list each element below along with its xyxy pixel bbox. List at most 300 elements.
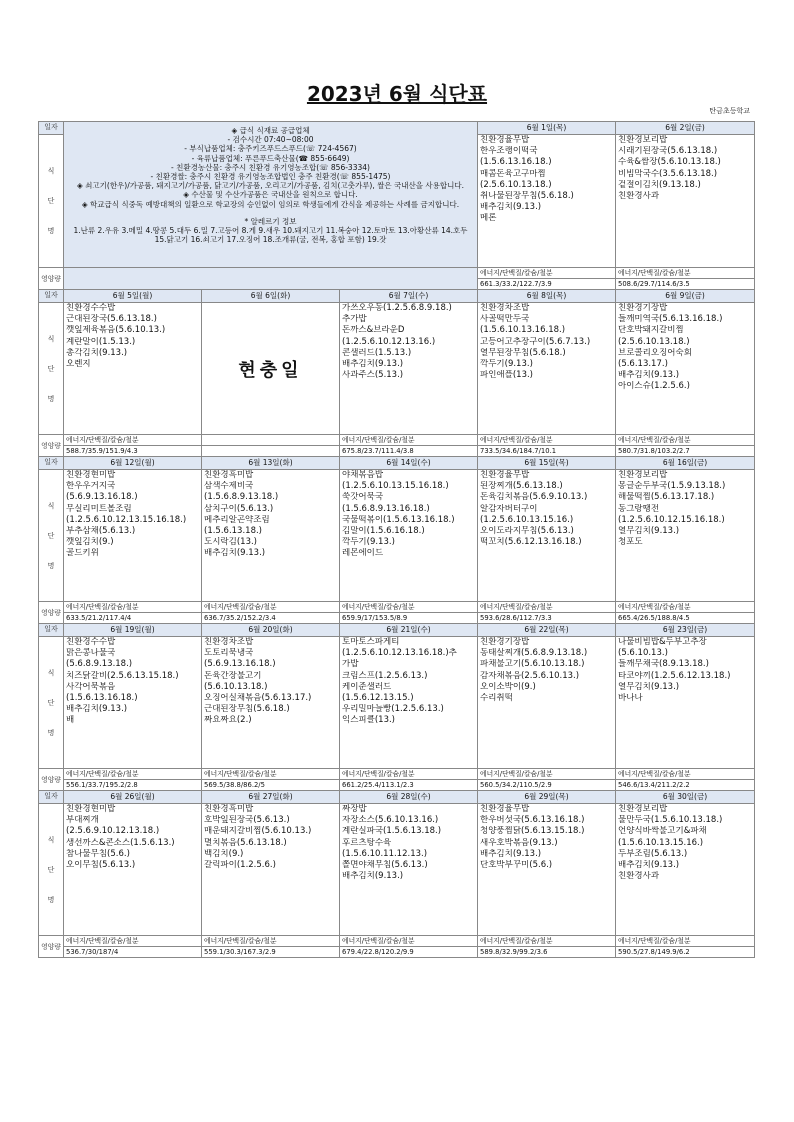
nutrition-side-label: 영양량: [39, 602, 64, 624]
side-char: 식: [47, 668, 55, 677]
side-label: [39, 135, 64, 268]
side-char: 식: [47, 167, 55, 175]
menu-item: 배: [66, 715, 75, 726]
menu-item: 배추김치(9.13.): [66, 704, 128, 715]
day-menu: [478, 804, 616, 936]
day-menu: [616, 303, 755, 435]
side-char: 단: [47, 364, 55, 373]
menu-item: 고등어고추장구이(5.6.7.13.): [480, 336, 591, 347]
menu-item: (2.5.6.9.10.12.13.18.): [66, 826, 160, 837]
nutrition-label-row: [39, 268, 755, 279]
nutrition-label-row: [39, 435, 755, 446]
menu-item: 근대된장무침(5.6.18.): [204, 704, 290, 715]
menu-item: 한우버섯국(5.6.13.16.18.): [480, 815, 585, 826]
menu-item: 수육&쌈장(5.6.10.13.18.): [618, 157, 721, 168]
menu-item: 배추김치(9.13.): [342, 871, 404, 882]
nutrition-header: 에너지/단백질/칼슘/철분: [616, 769, 755, 780]
menu-item: (5.6.13.17.): [618, 359, 668, 370]
side-char: 식: [47, 334, 55, 343]
menu-item: (5.6.9.13.16.18.): [66, 492, 138, 503]
info-line: - 검수시간 07:40~08:00: [227, 135, 314, 145]
menu-item: 파인애플(13.): [480, 370, 533, 381]
menu-item: 메론: [480, 213, 497, 224]
menu-item: 새우호박볶음(9.13.): [480, 837, 558, 848]
menu-item: 청포도: [618, 537, 643, 548]
nutrition-value: 556.1/33.7/195.2/2.8: [64, 780, 202, 791]
menu-item: (1.2.5.6.10.12.13.16.18.)추: [342, 648, 457, 659]
menu-item: 친환경흑미밥: [204, 470, 254, 480]
menu-item: 열무김치(9.13.): [618, 526, 680, 537]
day-menu: [64, 637, 202, 769]
side-char: 단: [47, 865, 55, 874]
menu-item: (5.6.9.13.16.18.): [204, 659, 276, 670]
nutrition-side-label: 영양량: [39, 769, 64, 791]
menu-item: 계란말이(1.5.13.): [66, 336, 136, 347]
menu-item: 친환경기장밥: [480, 637, 530, 647]
day-menu: [202, 804, 340, 936]
menu-item: 두부조림(5.6.13.): [618, 848, 688, 859]
day-date: 6월 22일(목): [478, 624, 616, 637]
side-char: 단: [47, 531, 55, 540]
menu-row: [39, 303, 755, 435]
nutrition-value: 569.5/38.8/86.2/5: [202, 780, 340, 791]
menu-row: [39, 637, 755, 769]
menu-item: 사각어묵볶음: [66, 681, 116, 692]
page-title: 2023년 6월 식단표: [306, 82, 488, 106]
nutrition-header: 에너지/단백질/칼슘/철분: [478, 936, 616, 947]
nutrition-value-row: [39, 947, 755, 958]
day-date: 6월 14일(수): [340, 457, 478, 470]
menu-item: 동그랑땡전: [618, 503, 660, 514]
nutrition-header: 에너지/단백질/칼슘/철분: [202, 769, 340, 780]
menu-item: 바나나: [618, 693, 643, 704]
info-line: - 친환경농산물: 충주시 친환경 유기영농조합(☏ 856-3334): [171, 162, 370, 172]
menu-item: 나물비빔밥&두부고추장: [618, 637, 707, 647]
day-menu: [64, 804, 202, 936]
menu-item: 후르츠탕수육: [342, 837, 392, 848]
info-line: - 부식납품업체: 충주키즈푸드스푸드(☏ 724-4567): [184, 144, 357, 154]
nutrition-value: [202, 446, 340, 457]
menu-item: 친환경현미밥: [66, 470, 116, 480]
nutrition-header: 에너지/단백질/칼슘/철분: [478, 268, 616, 279]
nutrition-label-row: [39, 936, 755, 947]
menu-item: (5.6.10.13.): [618, 648, 668, 659]
side-char: 명: [47, 561, 55, 570]
menu-item: 친환경현미밥: [66, 804, 116, 814]
menu-item: 배추김치(9.13.): [480, 202, 542, 213]
day-menu: [616, 135, 755, 268]
side-char: 명: [47, 227, 55, 235]
menu-item: 삼치구이(5.6.13.): [204, 503, 274, 514]
allergy-text: 1.난류 2.우유 3.메밀 4.땅콩 5.대두 6.밀 7.고등어 8.게 9.새우 10.돼지고기 11.복숭아 12.토마토 13.아황산류 14.호두 15.닭고기 16.쇠고기 17.오징어 18.조개류(굴, 전복, 홍합 포함) 19.잣: [73, 226, 468, 245]
menu-item: (1.5.6.13.16.18.): [480, 157, 552, 168]
side-label: [39, 637, 64, 769]
day-menu: [64, 470, 202, 602]
menu-item: (1.5.6.10.13.15.16.): [618, 837, 704, 848]
menu-item: 오이소박이(9.): [480, 681, 536, 692]
menu-row: [39, 470, 755, 602]
menu-item: 친환경차조밥: [480, 303, 530, 313]
menu-item: 배추김치(9.13.): [204, 548, 266, 559]
menu-item: (1.5.6.8.9.13.18.): [204, 492, 279, 503]
menu-item: 사과주스(5.13.): [342, 370, 404, 381]
nutrition-header: 에너지/단백질/칼슘/철분: [64, 936, 202, 947]
day-menu: [340, 303, 478, 435]
menu-item: 돈육김치볶음(5.6.9.10.13.): [480, 492, 588, 503]
nutrition-header: 에너지/단백질/칼슘/철분: [340, 769, 478, 780]
menu-item: 수리취떡: [480, 693, 513, 704]
menu-item: (2.5.6.10.13.18.): [618, 336, 690, 347]
day-date: 6월 29일(목): [478, 791, 616, 804]
menu-item: 타코야끼(1.2.5.6.12.13.18.): [618, 670, 731, 681]
menu-item: 친환경사과: [618, 191, 660, 202]
menu-item: 한우조랭이떡국: [480, 146, 538, 157]
menu-item: 부대찌개: [66, 815, 99, 826]
nutrition-value: 661.2/25.4/113.1/2.3: [340, 780, 478, 791]
nutrition-header: 에너지/단백질/칼슘/철분: [64, 435, 202, 446]
day-menu: [478, 470, 616, 602]
menu-item: 크림스프(1.2.5.6.13.): [342, 670, 428, 681]
info-line: - 친환경쌀: 충주시 친환경 유기영농조합법인 충주 친환경(☏ 855-1475): [150, 172, 391, 182]
menu-item: 취나물된장무침(5.6.18.): [480, 191, 574, 202]
day-header-label: 일자: [39, 122, 64, 135]
side-char: 명: [47, 895, 55, 904]
menu-item: (1.5.6.13.18.): [204, 526, 262, 537]
info-panel-tail: [64, 268, 478, 290]
menu-item: 오렌지: [66, 359, 91, 370]
menu-item: (2.5.6.10.13.18.): [480, 179, 552, 190]
nutrition-value: 675.8/23.7/111.4/3.8: [340, 446, 478, 457]
menu-item: 멸치볶음(5.6.13.18.): [204, 837, 287, 848]
menu-item: 케이준샐러드: [342, 681, 392, 692]
nutrition-value: 593.6/28.6/112.7/3.3: [478, 613, 616, 624]
nutrition-label-row: [39, 769, 755, 780]
menu-item: 파채불고기(5.6.10.13.18.): [480, 659, 585, 670]
menu-item: 우리밀마늘빵(1.2.5.6.13.): [342, 704, 444, 715]
nutrition-header: 에너지/단백질/칼슘/철분: [340, 602, 478, 613]
menu-item: (1.5.6.13.16.18.): [66, 693, 138, 704]
day-date: 6월 30일(금): [616, 791, 755, 804]
nutrition-value: 589.8/32.9/99.2/3.6: [478, 947, 616, 958]
menu-item: (5.6.10.13.18.): [204, 681, 268, 692]
menu-item: (1.5.6.10.13.16.18.): [480, 325, 566, 336]
menu-item: 깻잎제육볶음(5.6.10.13.): [66, 325, 166, 336]
menu-item: 골드키위: [66, 548, 99, 559]
day-header-label: 일자: [39, 290, 64, 303]
menu-item: 친환경흑미밥: [204, 804, 254, 814]
menu-item: 계란실파국(1.5.6.13.18.): [342, 826, 442, 837]
menu-item: 청양풍찜닭(5.6.13.15.18.): [480, 826, 585, 837]
menu-item: 호박잎된장국(5.6.13.): [204, 815, 290, 826]
day-date: 6월 20일(화): [202, 624, 340, 637]
week-header-row: [39, 290, 755, 303]
menu-item: 비빔막국수(3.5.6.13.18.): [618, 168, 718, 179]
day-date: 6월 1일(목): [478, 122, 616, 135]
menu-item: 생선까스&콘소스(1.5.6.13.): [66, 837, 175, 848]
menu-item: 근대된장국(5.6.13.18.): [66, 314, 157, 325]
nutrition-value-row: [39, 613, 755, 624]
menu-item: 배추김치(9.13.): [618, 370, 680, 381]
menu-item: 아이스슈(1.2.5.6.): [618, 381, 690, 392]
menu-item: (1.2.5.6.10.12.13.16.): [342, 336, 436, 347]
nutrition-header: 에너지/단백질/칼슘/철분: [64, 602, 202, 613]
menu-item: 친환경사과: [618, 871, 660, 882]
menu-item: (1.5.6.10.11.12.13.): [342, 848, 428, 859]
meal-table: [38, 121, 755, 958]
side-char: 단: [47, 698, 55, 707]
menu-item: 자장소스(5.6.10.13.16.): [342, 815, 439, 826]
day-date: 6월 23일(금): [616, 624, 755, 637]
day-date: 6월 9일(금): [616, 290, 755, 303]
week-header-row: [39, 791, 755, 804]
menu-item: 야채볶음밥: [342, 470, 384, 480]
day-menu: [340, 637, 478, 769]
nutrition-value: 659.9/17/153.5/8.9: [340, 613, 478, 624]
menu-item: 들깨미역국(5.6.13.16.18.): [618, 314, 723, 325]
menu-item: 추가밥: [342, 314, 367, 325]
menu-item: 알감자버터구이: [480, 503, 538, 514]
menu-item: (1.2.5.6.10.13.15.16.18.): [342, 481, 449, 492]
menu-item: 깍두기(9.13.): [480, 359, 533, 370]
day-date: 6월 2일(금): [616, 122, 755, 135]
week-header-row: [39, 457, 755, 470]
menu-item: 깻잎김치(9.): [66, 537, 114, 548]
nutrition-value: 633.5/21.2/117.4/4: [64, 613, 202, 624]
day-date: 6월 16일(금): [616, 457, 755, 470]
info-panel: [64, 122, 478, 268]
nutrition-value: 559.1/30.3/167.3/2.9: [202, 947, 340, 958]
menu-item: 콘샐러드(1.5.13.): [342, 347, 412, 358]
menu-item: 친환경수수밥: [66, 637, 116, 647]
nutrition-value: 508.6/29.7/114.6/3.5: [616, 279, 755, 290]
menu-item: 무실리미트볼조림: [66, 503, 132, 514]
nutrition-header: 에너지/단백질/칼슘/철분: [202, 602, 340, 613]
week-header-row: [39, 624, 755, 637]
menu-item: (5.6.8.9.13.18.): [66, 659, 133, 670]
menu-item: 오이무침(5.6.13.): [66, 860, 136, 871]
menu-item: 단호박돼지갈비찜: [618, 325, 684, 336]
menu-item: 친환경기장밥: [618, 303, 668, 313]
day-menu: [478, 637, 616, 769]
menu-item: (1.5.6.12.13.15.): [342, 693, 414, 704]
menu-item: 오징어실채볶음(5.6.13.17.): [204, 693, 312, 704]
menu-item: 사골떡만두국: [480, 314, 530, 325]
menu-item: (1.2.5.6.10.12.15.16.18.): [618, 514, 725, 525]
menu-item: 도시락김(13.): [204, 537, 257, 548]
menu-item: 감자채볶음(2.5.6.10.13.): [480, 670, 580, 681]
nutrition-side-label: 영양량: [39, 268, 64, 290]
nutrition-header: 에너지/단백질/칼슘/철분: [478, 769, 616, 780]
nutrition-header: 에너지/단백질/칼슘/철분: [202, 936, 340, 947]
menu-item: 동태살찌개(5.6.8.9.13.18.): [480, 648, 588, 659]
day-menu: [478, 135, 616, 268]
menu-item: 배추김치(9.13.): [618, 860, 680, 871]
side-label: [39, 804, 64, 936]
nutrition-header: 에너지/단백질/칼슘/철분: [616, 936, 755, 947]
menu-item: 쑥갓어묵국: [342, 492, 384, 503]
day-date: 6월 12일(월): [64, 457, 202, 470]
menu-row: [39, 804, 755, 936]
menu-item: 돈육간장불고기: [204, 670, 262, 681]
nutrition-value: 679.4/22.8/120.2/9.9: [340, 947, 478, 958]
menu-item: 친환경수수밥: [66, 303, 116, 313]
menu-item: 떡꼬치(5.6.12.13.16.18.): [480, 537, 582, 548]
menu-item: 물만두국(1.5.6.10.13.18.): [618, 815, 723, 826]
day-date: 6월 6일(화): [202, 290, 340, 303]
nutrition-header: 에너지/단백질/칼슘/철분: [616, 602, 755, 613]
side-label: [39, 303, 64, 435]
nutrition-label-row: [39, 602, 755, 613]
side-label: [39, 470, 64, 602]
menu-item: 매콤돈육고구마찜: [480, 168, 546, 179]
menu-item: 치즈닭갈비(2.5.6.13.15.18.): [66, 670, 179, 681]
side-char: 명: [47, 394, 55, 403]
menu-item: 배추김치(9.13.): [480, 848, 542, 859]
menu-item: 가쓰오우동(1.2.5.6.8.9.18.): [342, 303, 452, 313]
menu-item: 레몬에이드: [342, 548, 384, 559]
allergy-title: * 알레르기 정보: [244, 216, 297, 226]
menu-item: 친환경율무밥: [480, 135, 530, 145]
menu-item: 친환경보리밥: [618, 470, 668, 480]
nutrition-side-label: 영양량: [39, 435, 64, 457]
menu-item: 한우우거지국: [66, 481, 116, 492]
menu-item: 갈릭파이(1.2.5.6.): [204, 860, 276, 871]
menu-item: 삼색수제비국: [204, 481, 254, 492]
menu-item: 백김치(9.): [204, 848, 244, 859]
info-line: ◈ 수산물 및 수산가공품은 국내산을 원칙으로 합니다.: [183, 190, 358, 200]
nutrition-header: 에너지/단백질/칼슘/철분: [616, 435, 755, 446]
menu-item: 짜요짜요(2.): [204, 715, 252, 726]
nutrition-value: 661.3/33.2/122.7/3.9: [478, 279, 616, 290]
side-char: 식: [47, 835, 55, 844]
menu-item: 들깨무채국(8.9.13.18.): [618, 659, 709, 670]
nutrition-value: 665.4/26.5/188.8/4.5: [616, 613, 755, 624]
menu-item: 참나물무침(5.6.): [66, 848, 130, 859]
menu-item: (1.2.5.6.10.12.13.15.16.18.): [66, 514, 187, 525]
day-date: 6월 8일(목): [478, 290, 616, 303]
menu-item: 단호박부꾸미(5.6.): [480, 860, 553, 871]
day-date: 6월 15일(목): [478, 457, 616, 470]
nutrition-header: 에너지/단백질/칼슘/철분: [340, 936, 478, 947]
menu-item: 몽글순두부국(1.5.9.13.18.): [618, 481, 726, 492]
school-name: 탄금초등학교: [709, 107, 750, 115]
menu-item: 배추김치(9.13.): [342, 359, 404, 370]
menu-item: 열무된장무침(5.6.18.): [480, 347, 566, 358]
day-date: 6월 28일(수): [340, 791, 478, 804]
info-line: ◈ 급식 식재료 공급업체: [231, 126, 310, 135]
menu-item: 시래기된장국(5.6.13.18.): [618, 146, 718, 157]
menu-item: 친환경율무밥: [480, 470, 530, 480]
day-menu: [478, 303, 616, 435]
nutrition-value: 636.7/35.2/152.2/3.4: [202, 613, 340, 624]
menu-item: 부추삼채(5.6.13.): [66, 526, 136, 537]
menu-item: 친환경보리밥: [618, 135, 668, 145]
menu-item: 토마토스파게티: [342, 637, 400, 647]
nutrition-value: 588.7/35.9/151.9/4.3: [64, 446, 202, 457]
nutrition-value: 590.5/27.8/149.9/6.2: [616, 947, 755, 958]
menu-item: 김말이(1.5.6.16.18.): [342, 526, 425, 537]
menu-item: 가밥: [342, 659, 359, 670]
day-header-label: 일자: [39, 624, 64, 637]
menu-item: 도토리묵냉국: [204, 648, 254, 659]
nutrition-header: 에너지/단백질/칼슘/철분: [616, 268, 755, 279]
menu-item: 국물떡볶이(1.5.6.13.16.18.): [342, 514, 455, 525]
nutrition-header: 에너지/단백질/칼슘/철분: [478, 602, 616, 613]
menu-item: 된장찌개(5.6.13.18.): [480, 481, 563, 492]
day-date: 6월 21일(수): [340, 624, 478, 637]
nutrition-value: 546.6/13.4/211.2/2.2: [616, 780, 755, 791]
day-date: 6월 19일(월): [64, 624, 202, 637]
day-menu: [340, 804, 478, 936]
side-char: 식: [47, 501, 55, 510]
menu-item: 친환경차조밥: [204, 637, 254, 647]
nutrition-side-label: 영양량: [39, 936, 64, 958]
day-menu: [616, 804, 755, 936]
day-date: 6월 26일(월): [64, 791, 202, 804]
menu-item: 열무김치(9.13.): [618, 681, 680, 692]
menu-item: 깍두기(9.13.): [342, 537, 395, 548]
nutrition-header: 에너지/단백질/칼슘/철분: [340, 435, 478, 446]
day-menu: [340, 470, 478, 602]
menu-item: 오이도라지무침(5.6.13.): [480, 526, 574, 537]
side-char: 명: [47, 728, 55, 737]
day-menu: [202, 637, 340, 769]
nutrition-value: 580.7/31.8/103.2/2.7: [616, 446, 755, 457]
nutrition-value: 536.7/30/187/4: [64, 947, 202, 958]
nutrition-value-row: [39, 446, 755, 457]
menu-item: 쫄면야채무침(5.6.13.): [342, 860, 428, 871]
day-header-label: 일자: [39, 457, 64, 470]
day-menu: [64, 303, 202, 435]
menu-item: 맑은콩나물국: [66, 648, 116, 659]
menu-item: 겉절이김치(9.13.18.): [618, 179, 701, 190]
day-date: 6월 27일(화): [202, 791, 340, 804]
menu-item: 매운돼지갈비찜(5.6.10.13.): [204, 826, 312, 837]
menu-item: 총각김치(9.13.): [66, 347, 128, 358]
nutrition-header: 에너지/단백질/칼슘/철분: [64, 769, 202, 780]
menu-item: 친환경율무밥: [480, 804, 530, 814]
day-header-label: 일자: [39, 791, 64, 804]
week-header-row: [39, 122, 755, 135]
menu-item: 돈까스&브라운D: [342, 325, 405, 336]
day-menu: [616, 637, 755, 769]
menu-item: 짜장밥: [342, 804, 367, 814]
nutrition-value-row: [39, 780, 755, 791]
nutrition-header: [202, 435, 340, 446]
menu-item: 언양식바싹불고기&파채: [618, 826, 707, 837]
menu-item: 익스피클(13.): [342, 715, 395, 726]
day-date: 6월 13일(화): [202, 457, 340, 470]
side-char: 단: [47, 197, 55, 205]
info-line: - 육류납품업체: 푸른푸드축산물(☎ 855-6649): [191, 153, 350, 163]
day-menu: [616, 470, 755, 602]
day-date: 6월 7일(수): [340, 290, 478, 303]
menu-item: 해물떡찜(5.6.13.17.18.): [618, 492, 715, 503]
menu-item: 메추리알곤약조림: [204, 514, 270, 525]
menu-item: 친환경보리밥: [618, 804, 668, 814]
nutrition-header: 에너지/단백질/칼슘/철분: [478, 435, 616, 446]
holiday-label: 현충일: [202, 303, 340, 435]
menu-item: (1.2.5.6.10.13.15.16.): [480, 514, 574, 525]
menu-item: 브로콜리오징어숙회: [618, 347, 692, 358]
nutrition-value: 733.5/34.6/184.7/10.1: [478, 446, 616, 457]
menu-item: (1.5.6.8.9.13.16.18.): [342, 503, 430, 514]
nutrition-value: 560.5/34.2/110.5/2.9: [478, 780, 616, 791]
day-date: 6월 5일(월): [64, 290, 202, 303]
info-line: ◈ 쇠고기(한우)/가공품, 돼지고기/가공품, 닭고기/가공품, 오리고기/가공품, 김치(고춧가루), 쌀은 국내산을 사용합니다.: [77, 181, 464, 191]
day-menu: [202, 470, 340, 602]
info-line: ◈ 학교급식 식중독 예방대책의 일환으로 학교장의 승인없이 임의로 학생들에게 간식을 제공하는 사례를 금지합니다.: [81, 199, 460, 209]
